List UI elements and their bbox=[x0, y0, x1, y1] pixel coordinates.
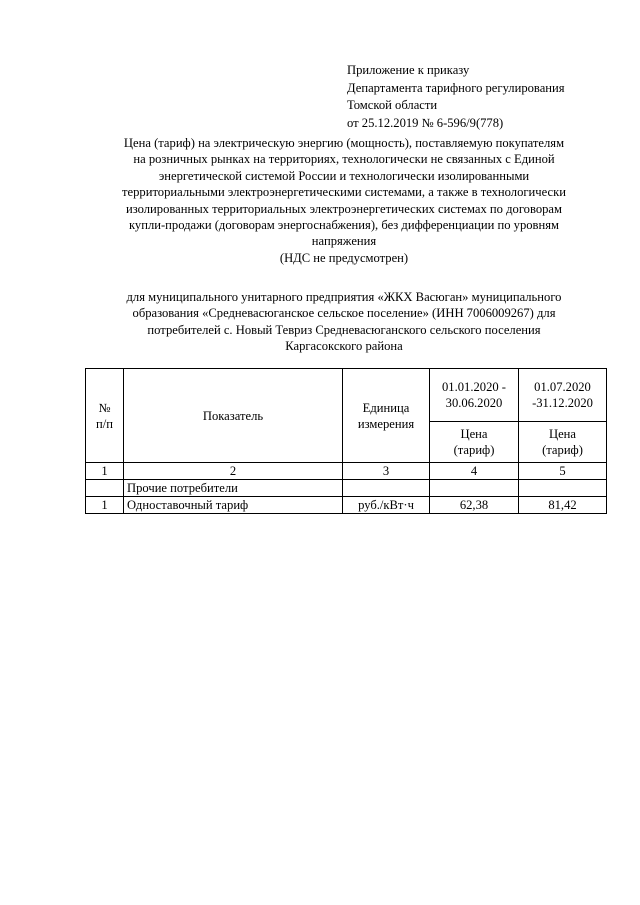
org-line: потребителей с. Новый Тевриз Средневасюганского сельского поселения bbox=[147, 322, 541, 337]
column-number-row bbox=[86, 463, 607, 480]
header-period-1: 01.01.2020 - 30.06.2020 bbox=[430, 369, 519, 422]
header-indicator: Показатель bbox=[124, 369, 343, 463]
header-unit: Единица измерения bbox=[343, 369, 430, 463]
title-line: на розничных рынках на территориях, технологически не связанных с Единой bbox=[133, 152, 555, 167]
title-line: территориальными электроэнергетическими системами, а также в технологически bbox=[122, 185, 566, 200]
group-label: Прочие потребители bbox=[124, 480, 343, 497]
header-period-2: 01.07.2020 -31.12.2020 bbox=[519, 369, 607, 422]
org-line: Каргасокского района bbox=[285, 339, 403, 354]
row-price-1: 62,38 bbox=[430, 497, 519, 514]
header-price-2: Цена (тариф) bbox=[519, 422, 607, 463]
group-unit-cell bbox=[343, 480, 430, 497]
title-line: напряжения bbox=[311, 234, 377, 249]
document-title bbox=[84, 135, 604, 266]
row-num: 1 bbox=[86, 497, 124, 514]
header-num: № п/п bbox=[86, 369, 124, 463]
title-line: изолированных территориальных электроэнергетических системах по договорам bbox=[125, 201, 562, 216]
header-line: Приложение к приказу bbox=[347, 63, 470, 77]
table-header-row bbox=[86, 369, 607, 422]
header-price-1: Цена (тариф) bbox=[430, 422, 519, 463]
title-line: Цена (тариф) на электрическую энергию (мощность), поставляемую покупателям bbox=[123, 136, 565, 150]
order-appendix-header bbox=[347, 62, 632, 132]
tariff-table bbox=[85, 368, 607, 514]
title-line: купли-продажи (договорам энергоснабжения), без дифференциации по уровням bbox=[128, 218, 560, 233]
vat-note: (НДС не предусмотрен) bbox=[279, 250, 409, 265]
header-line: Томской области bbox=[347, 98, 438, 112]
group-price-2-cell bbox=[519, 480, 607, 497]
row-unit: руб./кВт·ч bbox=[343, 497, 430, 514]
row-indicator: Одноставочный тариф bbox=[124, 497, 343, 514]
header-line: Департамента тарифного регулирования bbox=[347, 80, 565, 95]
organization-description bbox=[84, 289, 604, 355]
column-number: 1 bbox=[86, 463, 124, 480]
column-number: 3 bbox=[343, 463, 430, 480]
column-number: 2 bbox=[124, 463, 343, 480]
group-num-cell bbox=[86, 480, 124, 497]
group-price-1-cell bbox=[430, 480, 519, 497]
column-number: 5 bbox=[519, 463, 607, 480]
title-line: энергетической системой России и технологически изолированными bbox=[158, 168, 530, 183]
header-line: от 25.12.2019 № 6-596/9(778) bbox=[347, 115, 504, 130]
column-number: 4 bbox=[430, 463, 519, 480]
org-line: для муниципального унитарного предприятия «ЖКХ Васюган» муниципального bbox=[126, 290, 562, 304]
org-line: образования «Средневасюганское сельское поселение» (ИНН 7006009267) для bbox=[132, 306, 556, 321]
group-row bbox=[86, 480, 607, 497]
row-price-2: 81,42 bbox=[519, 497, 607, 514]
table-row bbox=[86, 497, 607, 514]
